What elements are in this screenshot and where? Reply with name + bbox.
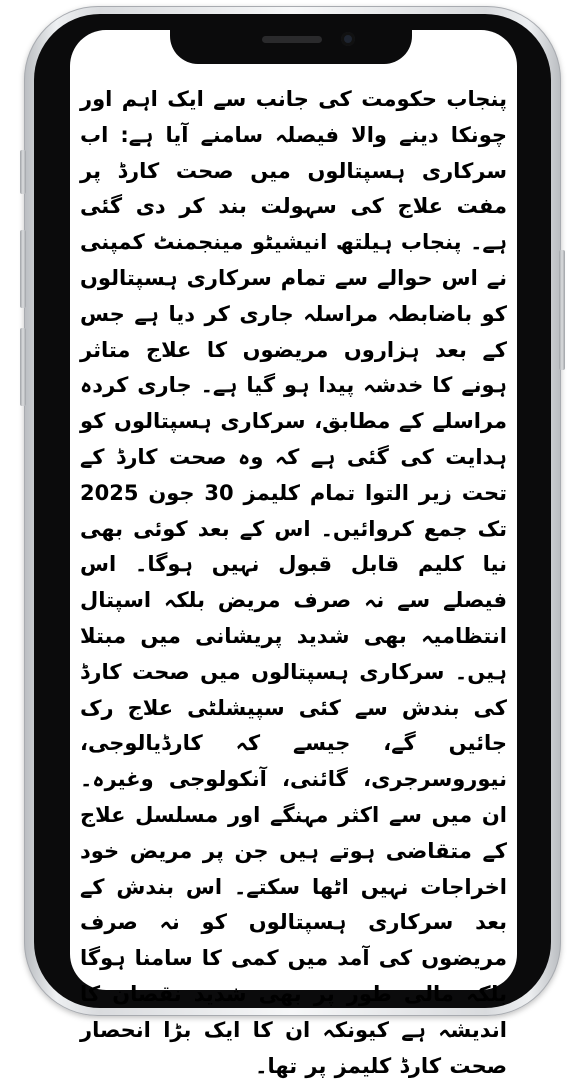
power-button <box>559 250 565 370</box>
camera-icon <box>341 32 355 46</box>
speaker-grille <box>262 36 322 43</box>
article-body: پنجاب حکومت کی جانب سے ایک اہم اور چونکا دینے والا فیصلہ سامنے آیا ہے: اب سرکاری ہسپتالوں میں صحت کارڈ پر مفت علاج کی سہولت بند کر دی گئی ہے۔ پنجاب ہیلتھ انیشیٹو مینجمنٹ کمپنی نے اس حوالے سے تمام سرکاری ہسپتالوں کو باضابطہ مراسلہ جاری کر دیا ہے جس کے بعد ہزاروں مریضوں کا علاج متاثر ہونے کا خدشہ پیدا ہو گیا ہے۔ جاری کردہ مراسلے کے مطابق، سرکاری ہسپتالوں کو ہدایت کی گئی ہے کہ وہ صحت کارڈ کے تحت زیر التوا تمام کلیمز 30 جون 2025 تک جمع کروائیں۔ اس کے بعد کوئی بھی نیا کلیم قابل قبول نہیں ہوگا۔ اس فیصلے سے نہ صرف مریض بلکہ اسپتال انتظامیہ بھی شدید پریشانی میں مبتلا ہیں۔ سرکاری ہسپتالوں میں صحت کارڈ کی بندش سے کئی سپیشلٹی علاج رک جائیں گے، جیسے کہ کارڈیالوجی، نیوروسرجری، گائنی، آنکولوجی وغیرہ۔ ان میں سے اکثر مہنگے اور مسلسل علاج کے متقاضی ہوتے ہیں جن پر مریض خود اخراجات نہیں اٹھا سکتے۔ اس بندش کے بعد سرکاری ہسپتالوں کو نہ صرف مریضوں کی آمد میں کمی کا سامنا ہوگا بلکہ مالی طور پر بھی شدید نقصان کا اندیشہ ہے کیونکہ ان کا ایک بڑا انحصار صحت کارڈ کلیمز پر تھا۔ <box>80 87 507 1078</box>
phone-screen <box>70 30 517 1078</box>
volume-up-button <box>20 230 26 308</box>
silent-switch <box>20 150 26 194</box>
volume-down-button <box>20 328 26 406</box>
article-text-block <box>80 82 507 1084</box>
